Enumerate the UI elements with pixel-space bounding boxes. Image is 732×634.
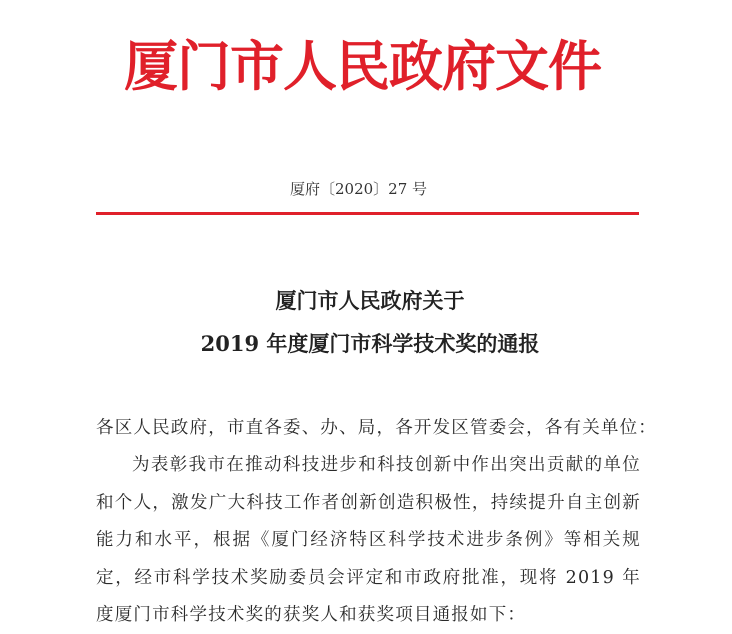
masthead-title: 厦门市人民政府文件	[124, 35, 601, 98]
document-title-line-1: 厦门市人民政府关于	[275, 288, 465, 313]
document-title-line-2: 2019 年度厦门市科学技术奖的通报	[200, 331, 540, 356]
document-number: 厦府〔2020〕27 号	[290, 180, 428, 198]
red-divider-line	[96, 212, 639, 215]
body-paragraph: 为表彰我市在推动科技进步和科技创新中作出突出贡献的单位和个人，激发广大科技工作者创新创造积极性，持续提升自主创新能力和水平，根据《厦门经济特区科学技术进步条例》等相关规定，经市科学技术奖励委员会评定和市政府批准，现将 2019 年度厦门市科学技术奖的获奖人和获奖项目通报如下：	[96, 455, 641, 625]
addressee-line: 各区人民政府，市直各委、办、局，各开发区管委会，各有关单位：	[96, 418, 657, 438]
